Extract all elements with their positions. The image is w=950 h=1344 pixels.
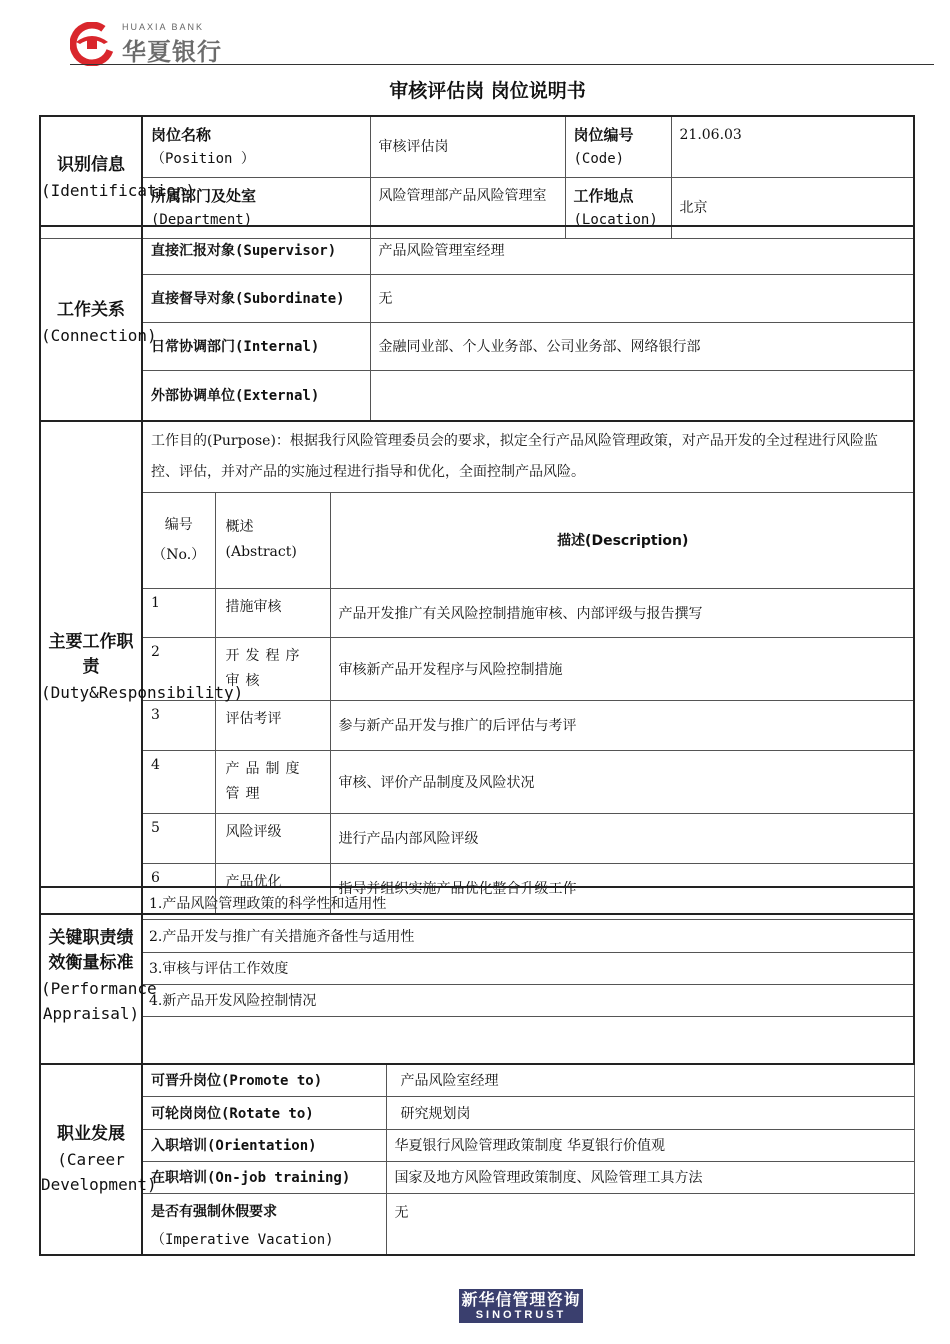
subordinate-value: 无 xyxy=(370,274,914,322)
duty-item-abstract: 评估考评 xyxy=(215,700,330,750)
duty-item-no: 2 xyxy=(143,637,215,700)
vacation-value: 无 xyxy=(386,1193,914,1255)
rotate-value: 研究规划岗 xyxy=(386,1096,914,1129)
code-label-cell: 岗位编号 (Code) xyxy=(565,116,671,178)
duty-item-no: 1 xyxy=(143,588,215,637)
supervisor-label: 直接汇报对象(Supervisor) xyxy=(142,226,370,274)
duty-item-description: 参与新产品开发与推广的后评估与考评 xyxy=(330,700,915,750)
duty-item-description: 指导并组织实施产品优化整合升级工作 xyxy=(330,863,915,913)
location-value: 北京 xyxy=(671,178,914,239)
duty-item-abstract: 产品制度管理 xyxy=(215,750,330,813)
promote-value: 产品风险室经理 xyxy=(386,1064,914,1096)
subordinate-label: 直接督导对象(Subordinate) xyxy=(142,274,370,322)
external-value xyxy=(370,370,914,420)
department-label-cell: 所属部门及处室 (Department) xyxy=(142,178,370,239)
rotate-label: 可轮岗岗位(Rotate to) xyxy=(142,1096,386,1129)
document-title: 审核评估岗 岗位说明书 xyxy=(389,80,586,102)
performance-category: 关键职责绩效衡量标准 (Performance Appraisal) xyxy=(40,887,142,1064)
performance-item xyxy=(142,1016,914,1064)
duty-item-description: 审核新产品开发程序与风险控制措施 xyxy=(330,637,915,700)
duty-table-cell xyxy=(142,493,914,915)
duty-item-no: 6 xyxy=(143,863,215,913)
logo-chinese: 华夏银行 xyxy=(122,38,222,66)
work-purpose: 工作目的(Purpose)：根据我行风险管理委员会的要求，拟定全行产品风险管理政策，对产品开发的全过程进行风险监控、评估，并对产品的实施过程进行指导和优化，全面控制产品风险。 xyxy=(142,421,914,493)
header-no: 编号（No.） xyxy=(152,517,206,564)
vacation-label: 是否有强制休假要求 （Imperative Vacation) xyxy=(142,1193,386,1255)
duty-item-abstract: 措施审核 xyxy=(215,588,330,637)
external-label: 外部协调单位(External) xyxy=(142,370,370,420)
orientation-label: 入职培训(Orientation) xyxy=(142,1129,386,1161)
duty-item-description: 进行产品内部风险评级 xyxy=(330,813,915,863)
duty-item-no: 4 xyxy=(143,750,215,813)
position-label-cell: 岗位名称 （Position ） xyxy=(142,116,370,178)
header-description: 描述(Description) xyxy=(330,493,915,588)
header-divider xyxy=(70,64,934,65)
promote-label: 可晋升岗位(Promote to) xyxy=(142,1064,386,1096)
connection-section xyxy=(39,225,915,421)
duty-section xyxy=(39,420,915,915)
performance-item: 1.产品风险管理政策的科学性和适用性 xyxy=(142,887,914,919)
duty-item-no: 5 xyxy=(143,813,215,863)
location-label-cell: 工作地点 (Location) xyxy=(565,178,671,239)
orientation-value: 华夏银行风险管理政策制度 华夏银行价值观 xyxy=(386,1129,914,1161)
identification-category: 识别信息 (Identification) xyxy=(40,116,142,239)
internal-value: 金融同业部、个人业务部、公司业务部、网络银行部 xyxy=(370,322,914,370)
position-value: 审核评估岗 xyxy=(370,116,565,178)
huaxia-bank-logo-icon xyxy=(70,22,114,66)
career-category: 职业发展 (Career Development) xyxy=(40,1064,142,1255)
code-value: 21.06.03 xyxy=(671,116,914,178)
footer-logo-english: SINOTRUST xyxy=(475,1309,567,1321)
identification-section xyxy=(39,115,915,239)
onjob-training-value: 国家及地方风险管理政策制度、风险管理工具方法 xyxy=(386,1161,914,1193)
connection-category: 工作关系 (Connection) xyxy=(40,226,142,420)
footer-logo-chinese: 新华信管理咨询 xyxy=(461,1290,581,1309)
duty-item-abstract: 开发程序审核 xyxy=(215,637,330,700)
career-section xyxy=(39,1063,915,1256)
supervisor-value: 产品风险管理室经理 xyxy=(370,226,914,274)
performance-item: 3.审核与评估工作效度 xyxy=(142,952,914,984)
duty-items-table xyxy=(143,493,915,913)
performance-section xyxy=(39,886,915,1065)
internal-label: 日常协调部门(Internal) xyxy=(142,322,370,370)
duty-item-abstract: 风险评级 xyxy=(215,813,330,863)
performance-item: 2.产品开发与推广有关措施齐备性与适用性 xyxy=(142,919,914,952)
duty-item-abstract: 产品优化 xyxy=(215,863,330,913)
logo-english: HUAXIA BANK xyxy=(122,22,205,32)
sinotrust-logo xyxy=(459,1289,583,1323)
duty-item-description: 审核、评价产品制度及风险状况 xyxy=(330,750,915,813)
onjob-training-label: 在职培训(On-job training) xyxy=(142,1161,386,1193)
duty-category: 主要工作职责 (Duty&Responsibility) xyxy=(40,421,142,914)
department-value: 风险管理部产品风险管理室 xyxy=(370,178,565,239)
duty-item-no: 3 xyxy=(143,700,215,750)
duty-item-description: 产品开发推广有关风险控制措施审核、内部评级与报告撰写 xyxy=(330,588,915,637)
header-abstract: 概述(Abstract) xyxy=(215,493,330,588)
performance-item: 4.新产品开发风险控制情况 xyxy=(142,984,914,1016)
